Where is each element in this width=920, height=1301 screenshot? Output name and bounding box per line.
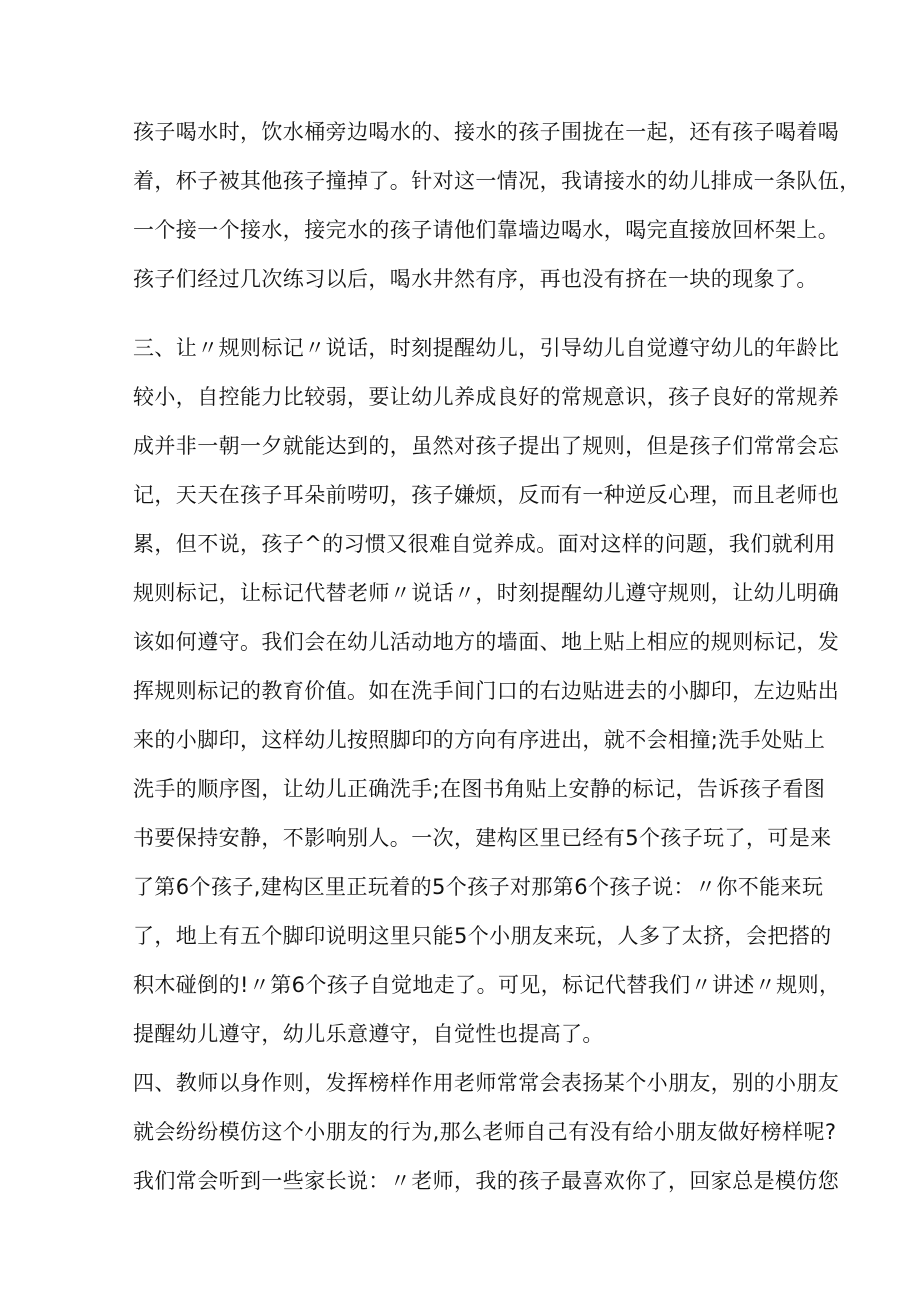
paragraph-line: 成并非一朝一夕就能达到的，虽然对孩子提出了规则，但是孩子们常常会忘 bbox=[133, 434, 840, 458]
paragraph-line: 了第6个孩子,建构区里正玩着的5个孩子对那第6个孩子说：〃你不能来玩 bbox=[133, 875, 824, 899]
paragraph-line: 较小，自控能力比较弱，要让幼儿养成良好的常规意识，孩子良好的常规养 bbox=[133, 385, 840, 409]
paragraph-line: 我们常会听到一些家长说：〃老师，我的孩子最喜欢你了，回家总是模仿您 bbox=[133, 1169, 840, 1193]
section-heading-line: 三、让〃规则标记〃说话，时刻提醒幼儿，引导幼儿自觉遵守幼儿的年龄比 bbox=[133, 336, 840, 360]
paragraph-line: 书要保持安静，不影响别人。一次，建构区里已经有5个孩子玩了，可是来 bbox=[133, 826, 832, 850]
paragraph-line: 孩子们经过几次练习以后，喝水井然有序，再也没有挤在一块的现象了。 bbox=[133, 267, 818, 291]
paragraph-line: 就会纷纷模仿这个小朋友的行为,那么老师自己有没有给小朋友做好榜样呢? bbox=[133, 1120, 837, 1144]
paragraph-line: 积木碰倒的!〃第6个孩子自觉地走了。可见，标记代替我们〃讲述〃规则， bbox=[133, 973, 841, 997]
paragraph-line: 记，天天在孩子耳朵前唠叨，孩子嫌烦，反而有一种逆反心理，而且老师也 bbox=[133, 483, 840, 507]
paragraph-line: 提醒幼儿遵守，幼儿乐意遵守，自觉性也提高了。 bbox=[133, 1022, 604, 1046]
paragraph-line: 了，地上有五个脚印说明这里只能5个小朋友来玩，人多了太挤，会把搭的 bbox=[133, 924, 832, 948]
paragraph-line: 洗手的顺序图，让幼儿正确洗手;在图书角贴上安静的标记，告诉孩子看图 bbox=[133, 777, 826, 801]
paragraph-line: 规则标记，让标记代替老师〃说话〃，时刻提醒幼儿遵守规则，让幼儿明确 bbox=[133, 581, 840, 605]
paragraph-line: 挥规则标记的教育价值。如在洗手间门口的右边贴进去的小脚印，左边贴出 bbox=[133, 679, 840, 703]
paragraph-line: 累，但不说，孩子^的习惯又很难自觉养成。面对这样的问题，我们就利用 bbox=[133, 532, 836, 556]
paragraph-line: 该如何遵守。我们会在幼儿活动地方的墙面、地上贴上相应的规则标记，发 bbox=[133, 630, 840, 654]
section-heading-line: 四、教师以身作则，发挥榜样作用老师常常会表扬某个小朋友，别的小朋友 bbox=[133, 1071, 840, 1095]
paragraph-line: 来的小脚印，这样幼儿按照脚印的方向有序进出，就不会相撞;洗手处贴上 bbox=[133, 728, 826, 752]
paragraph-line: 着，杯子被其他孩子撞掉了。针对这一情况，我请接水的幼儿排成一条队伍， bbox=[133, 169, 861, 193]
paragraph-line: 孩子喝水时，饮水桶旁边喝水的、接水的孩子围拢在一起，还有孩子喝着喝 bbox=[133, 120, 840, 144]
paragraph-line: 一个接一个接水，接完水的孩子请他们靠墙边喝水，喝完直接放回杯架上。 bbox=[133, 218, 840, 242]
